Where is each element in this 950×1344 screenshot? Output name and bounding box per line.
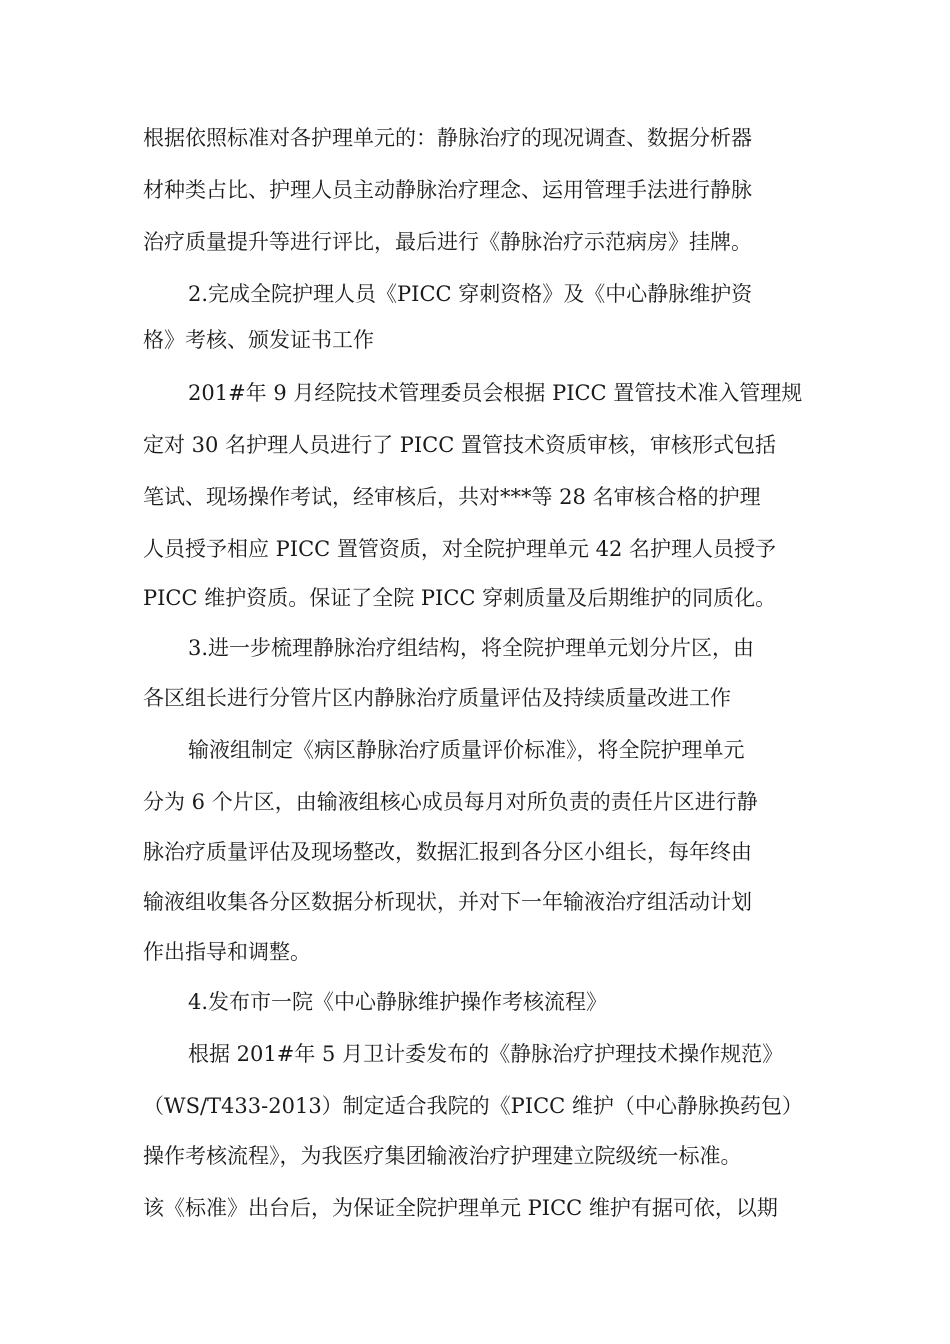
text-line: 输液组制定《病区静脉治疗质量评价标准》，将全院护理单元	[188, 738, 745, 762]
text-line: 人员授予相应 PICC 置管资质，对全院护理单元 42 名护理人员授予	[143, 537, 776, 561]
section-heading: 2.完成全院护理人员《PICC 穿刺资格》及《中心静脉维护资	[188, 282, 753, 306]
section-heading: 各区组长进行分管片区内静脉治疗质量评估及持续质量改进工作	[143, 686, 731, 710]
section-heading: 3.进一步梳理静脉治疗组结构，将全院护理单元划分片区，由	[188, 636, 755, 660]
section-heading: 4.发布市一院《中心静脉维护操作考核流程》	[188, 990, 608, 1014]
text-line: 根据依照标准对各护理单元的：静脉治疗的现况调查、数据分析器	[143, 126, 752, 150]
text-line: 根据 201#年 5 月卫计委发布的《静脉治疗护理技术操作规范》	[188, 1042, 784, 1066]
text-line: （WS/T433-2013）制定适合我院的《PICC 维护（中心静脉换药包）	[143, 1094, 803, 1118]
text-line: 治疗质量提升等进行评比，最后进行《静脉治疗示范病房》挂牌。	[143, 230, 752, 254]
text-line: 笔试、现场操作考试，经审核后，共对***等 28 名审核合格的护理	[143, 485, 761, 509]
text-line: 201#年 9 月经院技术管理委员会根据 PICC 置管技术准入管理规	[188, 381, 803, 405]
text-line: 脉治疗质量评估及现场整改，数据汇报到各分区小组长，每年终由	[143, 840, 752, 864]
text-line: 定对 30 名护理人员进行了 PICC 置管技术资质审核，审核形式包括	[143, 433, 776, 457]
text-line: 分为 6 个片区，由输液组核心成员每月对所负责的责任片区进行静	[143, 790, 758, 814]
text-line: 材种类占比、护理人员主动静脉治疗理念、运用管理手法进行静脉	[143, 178, 752, 202]
text-line: 输液组收集各分区数据分析现状，并对下一年输液治疗组活动计划	[143, 890, 752, 914]
text-line: 操作考核流程》，为我医疗集团输液治疗护理建立院级统一标准。	[143, 1144, 742, 1168]
section-heading: 格》考核、颁发证书工作	[143, 328, 374, 352]
text-line: 该《标准》出台后，为保证全院护理单元 PICC 维护有据可依，以期	[143, 1196, 778, 1220]
text-line: 作出指导和调整。	[143, 940, 311, 964]
text-line: PICC 维护资质。保证了全院 PICC 穿刺质量及后期维护的同质化。	[143, 586, 777, 610]
